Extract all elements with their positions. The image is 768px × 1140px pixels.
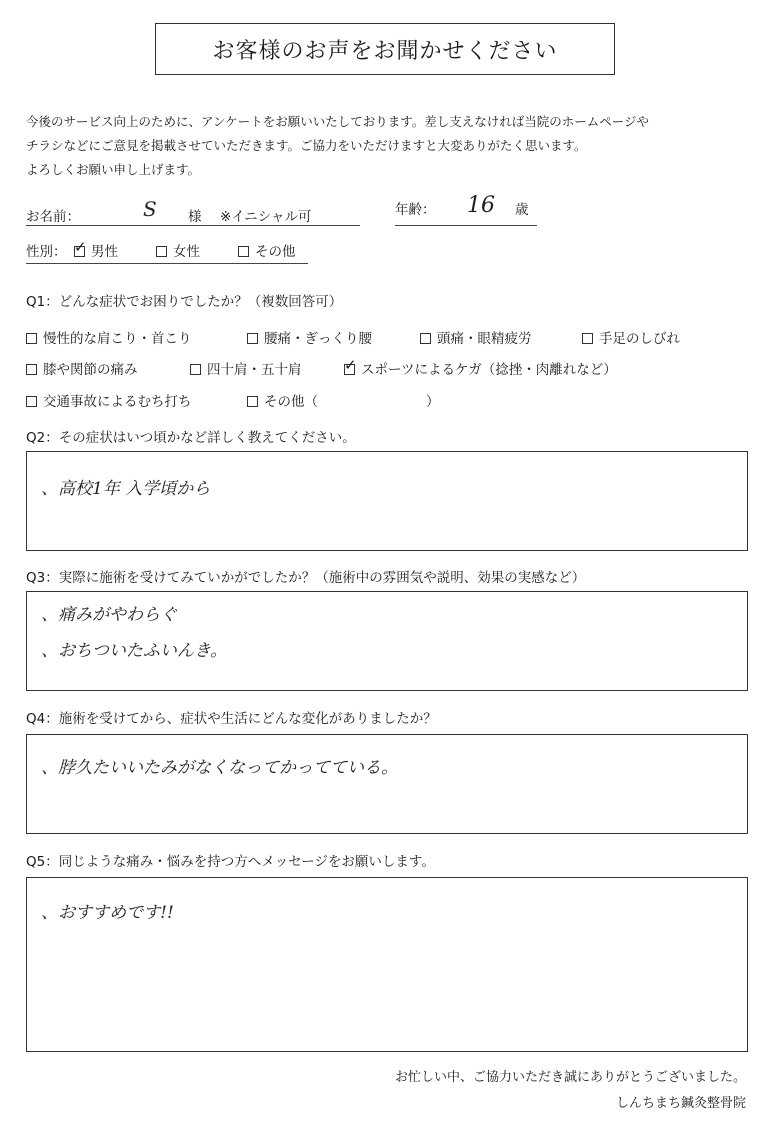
q2-question: Q2：その症状はいつ頃かなど詳しく教えてください。	[26, 430, 356, 446]
q4-answer-box[interactable]	[26, 734, 748, 834]
gender-label: 性別：	[26, 244, 67, 260]
q3-question: Q3：実際に施術を受けてみていかがでしたか？（施術中の雰囲気や説明、効果の実感など）	[26, 570, 586, 586]
checkbox-icon[interactable]	[238, 246, 249, 257]
name-suffix: 様	[188, 209, 202, 225]
checkbox-icon[interactable]	[420, 333, 431, 344]
q1-option[interactable]	[26, 327, 192, 347]
checkbox-icon[interactable]	[156, 246, 167, 257]
option-label: その他（ ）	[264, 394, 440, 410]
option-label: 四十肩・五十肩	[207, 362, 302, 378]
q1-option[interactable]	[344, 358, 617, 378]
checkbox-icon[interactable]	[190, 364, 201, 375]
answer-line: 、おちついたふいんき。	[41, 641, 228, 661]
option-label: 慢性的な肩こり・首こり	[43, 331, 192, 347]
answer-line: 、脖久たいいたみがなくなってかってている。	[41, 758, 398, 778]
option-label: 交通事故によるむち打ち	[43, 394, 192, 410]
option-label: 腰痛・ぎっくり腰	[264, 331, 372, 347]
q2-answer-box[interactable]	[26, 451, 748, 551]
q1-option[interactable]	[420, 327, 532, 347]
name-field[interactable]	[26, 195, 360, 226]
age-field[interactable]	[395, 195, 537, 226]
checkbox-icon[interactable]	[26, 333, 37, 344]
age-label: 年齢：	[395, 202, 436, 218]
answer-line: 、痛みがやわらぐ	[41, 605, 177, 625]
q1-option[interactable]	[582, 327, 680, 347]
checkbox-icon[interactable]	[26, 396, 37, 407]
checkbox-icon[interactable]	[582, 333, 593, 344]
form-title: お客様のお声をお聞かせください	[155, 23, 615, 75]
intro-text	[26, 110, 746, 182]
q5-answer-box[interactable]	[26, 877, 748, 1052]
name-note: ※イニシャル可	[220, 209, 312, 225]
clinic-name: しんちまち鍼灸整骨院	[615, 1096, 746, 1111]
age-suffix: 歳	[515, 202, 529, 218]
option-label: 手足のしびれ	[599, 331, 680, 347]
name-value: S	[143, 197, 157, 221]
intro-line: よろしくお願い申し上げます。	[26, 162, 201, 177]
checkbox-icon[interactable]	[26, 364, 37, 375]
gender-option-male[interactable]	[74, 240, 118, 260]
thanks-message: お忙しい中、ご協力いただき誠にありがとうございました。	[394, 1070, 746, 1085]
q4-question: Q4：施術を受けてから、症状や生活にどんな変化がありましたか？	[26, 711, 437, 727]
q5-question: Q5：同じような痛み・悩みを持つ方へメッセージをお願いします。	[26, 854, 435, 870]
option-label: 膝や関節の痛み	[43, 362, 138, 378]
gender-field	[26, 235, 308, 264]
checkbox-icon[interactable]	[74, 246, 85, 257]
answer-line: 、おすすめです!!	[41, 903, 174, 923]
gender-option-female[interactable]	[156, 240, 200, 260]
gender-option-other[interactable]	[238, 240, 296, 260]
q1-option[interactable]	[26, 390, 192, 410]
q1-question: Q1：どんな症状でお困りでしたか？（複数回答可）	[26, 294, 343, 310]
q1-option[interactable]	[247, 390, 440, 410]
option-label: 男性	[91, 244, 118, 260]
name-label: お名前：	[26, 209, 80, 225]
q1-option[interactable]	[190, 358, 302, 378]
option-label: 女性	[173, 244, 200, 260]
intro-line: チラシなどにご意見を掲載させていただきます。ご協力をいただけますと大変ありがたく思います。	[26, 138, 587, 153]
checkbox-icon[interactable]	[344, 364, 355, 375]
checkbox-icon[interactable]	[247, 333, 258, 344]
q3-answer-box[interactable]	[26, 591, 748, 691]
answer-line: 、高校1年 入学頃から	[41, 479, 211, 499]
intro-line: 今後のサービス向上のために、アンケートをお願いいたしております。差し支えなければ当院のホームページや	[26, 114, 650, 129]
q1-option[interactable]	[247, 327, 372, 347]
option-label: 頭痛・眼精疲労	[437, 331, 532, 347]
option-label: スポーツによるケガ（捻挫・肉離れなど）	[361, 362, 617, 378]
checkbox-icon[interactable]	[247, 396, 258, 407]
age-value: 16	[467, 193, 495, 218]
q1-option[interactable]	[26, 358, 138, 378]
option-label: その他	[255, 244, 296, 260]
